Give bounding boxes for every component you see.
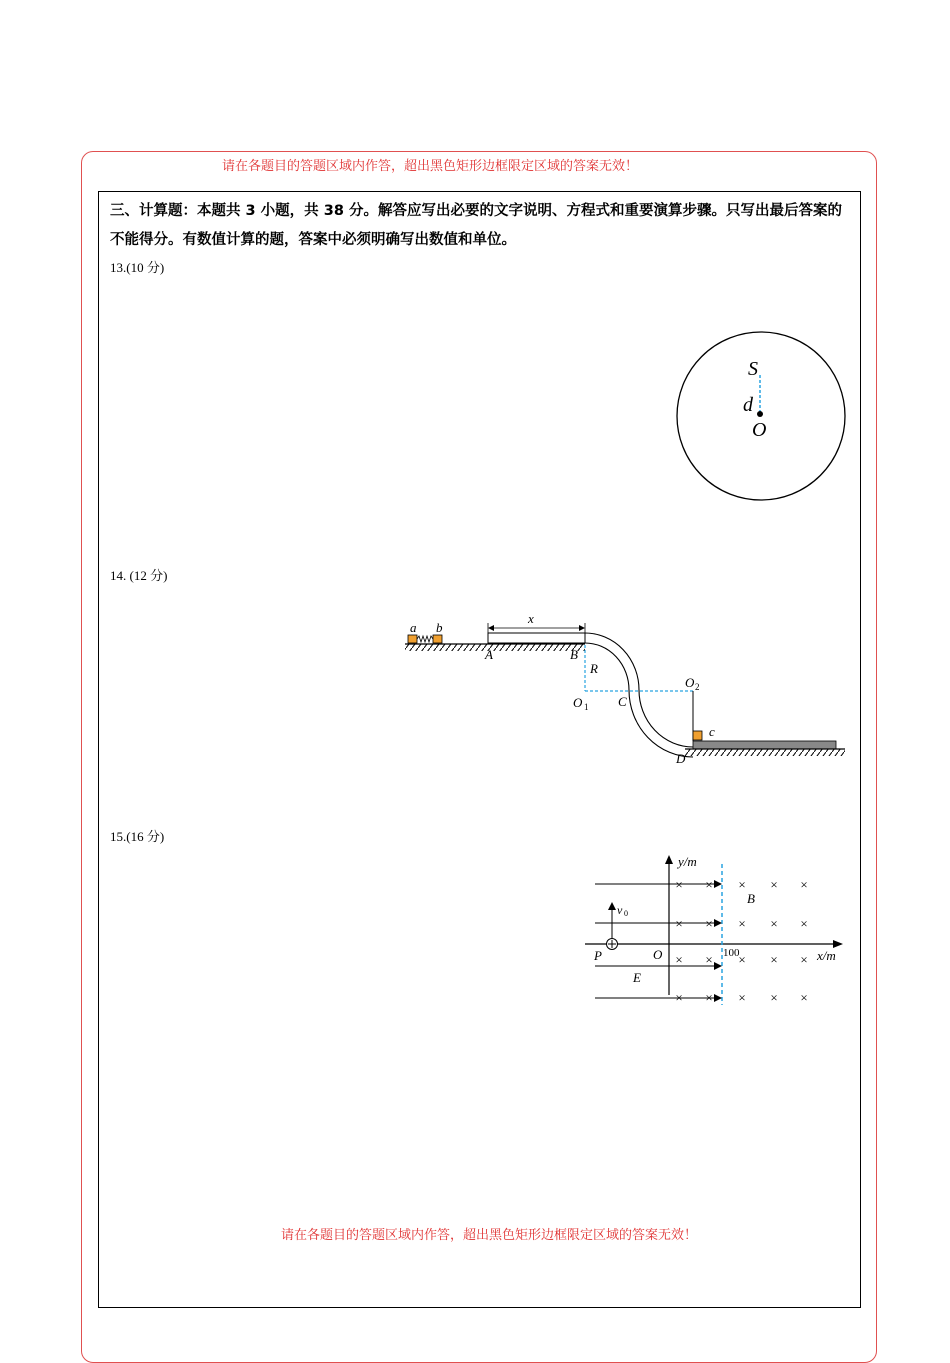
label-R: R: [590, 661, 598, 676]
label-o: O: [752, 419, 767, 441]
x-arrow-left: [488, 625, 494, 631]
svg-text:×: ×: [800, 877, 808, 892]
svg-text:×: ×: [770, 952, 778, 967]
x-axis-arrow: [833, 940, 843, 948]
svg-text:×: ×: [770, 916, 778, 931]
svg-text:×: ×: [675, 990, 683, 1005]
svg-text:×: ×: [770, 990, 778, 1005]
label-B: B: [570, 647, 578, 662]
segment-ab: [488, 633, 585, 643]
label-C: C: [618, 694, 627, 709]
curve-outer: [585, 643, 693, 757]
question-15-label: 15.(16 分): [110, 829, 165, 844]
label-c: c: [709, 724, 715, 739]
svg-text:×: ×: [705, 916, 713, 931]
svg-text:×: ×: [800, 990, 808, 1005]
label-D: D: [676, 751, 686, 766]
svg-text:×: ×: [800, 916, 808, 931]
svg-text:×: ×: [738, 916, 746, 931]
label-P: P: [594, 948, 602, 963]
svg-text:×: ×: [738, 952, 746, 967]
label-v0-sub: 0: [624, 909, 628, 918]
x-arrow-right: [579, 625, 585, 631]
label-O: O: [653, 947, 663, 962]
block-a: [408, 635, 417, 643]
notice-top: 请在各题目的答题区域内作答，超出黑色矩形边框限定区域的答案无效！: [222, 159, 639, 174]
y-axis-arrow: [665, 855, 673, 864]
section-heading: 三、计算题：本题共 3 小题，共 38 分。解答应写出必要的文字说明、方程式和重要演算步骤。只写出最后答案的不能得分。有数值计算的题，答案中必须明确写出数值和单位。: [110, 203, 842, 248]
lower-ground-hatch: [685, 749, 845, 756]
figure-13-circle: [670, 325, 855, 510]
x-axis-label: x/m: [817, 948, 836, 963]
question-13-label: 13.(10 分): [110, 260, 165, 275]
svg-text:×: ×: [675, 952, 683, 967]
label-A: A: [485, 647, 493, 662]
svg-text:×: ×: [738, 877, 746, 892]
label-x: x: [528, 611, 534, 626]
label-O1: O: [573, 695, 583, 710]
svg-text:×: ×: [675, 877, 683, 892]
velocity-arrowhead: [608, 902, 616, 910]
label-O2: O: [685, 675, 695, 690]
upper-ground-hatch: [405, 644, 585, 651]
label-a: a: [410, 620, 417, 635]
figure-14-track: [400, 608, 850, 773]
spring: [417, 636, 433, 642]
curve-inner: [585, 633, 693, 747]
label-O1-sub: 1: [584, 702, 589, 712]
svg-text:×: ×: [770, 877, 778, 892]
svg-text:×: ×: [705, 877, 713, 892]
label-b: b: [436, 620, 443, 635]
center-dot: [757, 411, 763, 417]
svg-text:×: ×: [738, 990, 746, 1005]
notice-bottom: 请在各题目的答题区域内作答，超出黑色矩形边框限定区域的答案无效！: [281, 1228, 698, 1243]
svg-text:×: ×: [705, 952, 713, 967]
figure-15-fields: [585, 850, 850, 1010]
svg-text:×: ×: [675, 916, 683, 931]
svg-text:×: ×: [800, 952, 808, 967]
block-b: [433, 635, 442, 643]
tick-100: 100: [723, 947, 740, 959]
label-d: d: [743, 394, 753, 416]
question-14-label: 14. (12 分): [110, 568, 168, 583]
label-E: E: [633, 970, 641, 985]
y-axis-label: y/m: [678, 854, 697, 869]
label-s: S: [748, 358, 758, 380]
block-c: [693, 731, 702, 740]
magnetic-field-crosses: [675, 877, 807, 1005]
label-B: B: [747, 891, 755, 906]
svg-text:×: ×: [705, 990, 713, 1005]
electric-field-arrowheads: [714, 880, 722, 1002]
label-O2-sub: 2: [695, 682, 700, 692]
plank: [693, 741, 836, 749]
label-v0: v: [617, 903, 623, 917]
